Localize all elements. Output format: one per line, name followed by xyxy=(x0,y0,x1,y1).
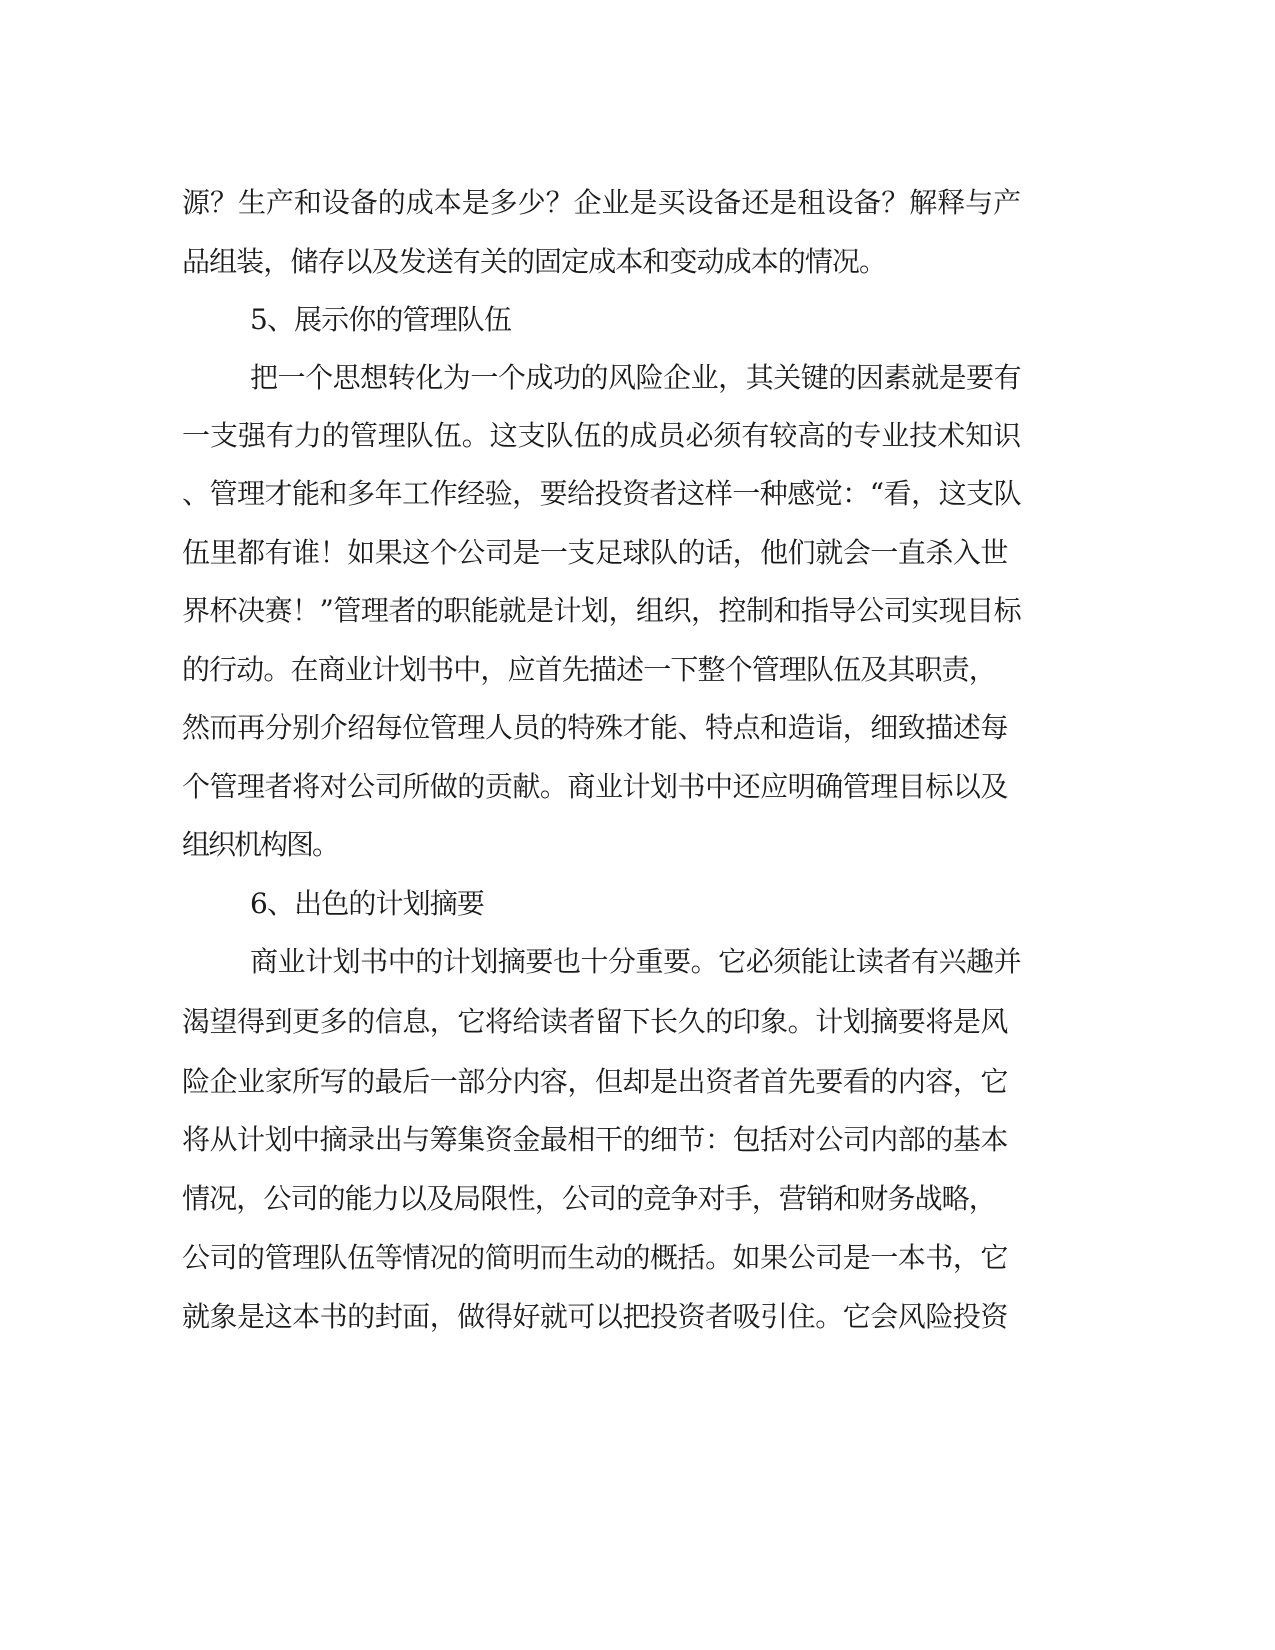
text-line-8: 界杯决赛！”管理者的职能就是计划，组织，控制和指导公司实现目标 xyxy=(182,594,1022,627)
text-line-15: 渴望得到更多的信息，它将给读者留下长久的印象。计划摘要将是风 xyxy=(182,1005,1008,1038)
section-heading-6: 6、出色的计划摘要 xyxy=(250,887,484,920)
text-line-2: 品组装，储存以及发送有关的固定成本和变动成本的情况。 xyxy=(182,245,887,278)
text-line-1: 源？生产和设备的成本是多少？企业是买设备还是租设备？解释与产 xyxy=(182,186,1022,219)
text-line-18: 情况，公司的能力以及局限性，公司的竞争对手，营销和财务战略， xyxy=(182,1182,996,1215)
text-line-19: 公司的管理队伍等情况的简明而生动的概括。如果公司是一本书，它 xyxy=(182,1241,1008,1274)
text-line-14: 商业计划书中的计划摘要也十分重要。它必须能让读者有兴趣并 xyxy=(250,945,1022,978)
text-line-6: 、管理才能和多年工作经验，要给投资者这样一种感觉：“看，这支队 xyxy=(182,477,1022,510)
text-line-20: 就象是这本书的封面，做得好就可以把投资者吸引住。它会风险投资 xyxy=(182,1300,1008,1333)
text-line-7: 伍里都有谁！如果这个公司是一支足球队的话，他们就会一直杀入世 xyxy=(182,536,1008,569)
section-heading-5: 5、展示你的管理队伍 xyxy=(250,303,512,336)
text-line-5: 一支强有力的管理队伍。这支队伍的成员必须有较高的专业技术知识 xyxy=(182,419,1022,452)
text-line-16: 险企业家所写的最后一部分内容，但却是出资者首先要看的内容，它 xyxy=(182,1065,1008,1098)
text-line-17: 将从计划中摘录出与筹集资金最相干的细节：包括对公司内部的基本 xyxy=(182,1123,1008,1156)
text-line-9: 的行动。在商业计划书中，应首先描述一下整个管理队伍及其职责， xyxy=(182,653,996,686)
text-line-11: 个管理者将对公司所做的贡献。商业计划书中还应明确管理目标以及 xyxy=(182,770,1008,803)
text-line-12: 组织机构图。 xyxy=(182,828,339,861)
text-line-10: 然而再分别介绍每位管理人员的特殊才能、特点和造诣，细致描述每 xyxy=(182,711,1008,744)
text-line-4: 把一个思想转化为一个成功的风险企业，其关键的因素就是要有 xyxy=(250,361,1022,394)
